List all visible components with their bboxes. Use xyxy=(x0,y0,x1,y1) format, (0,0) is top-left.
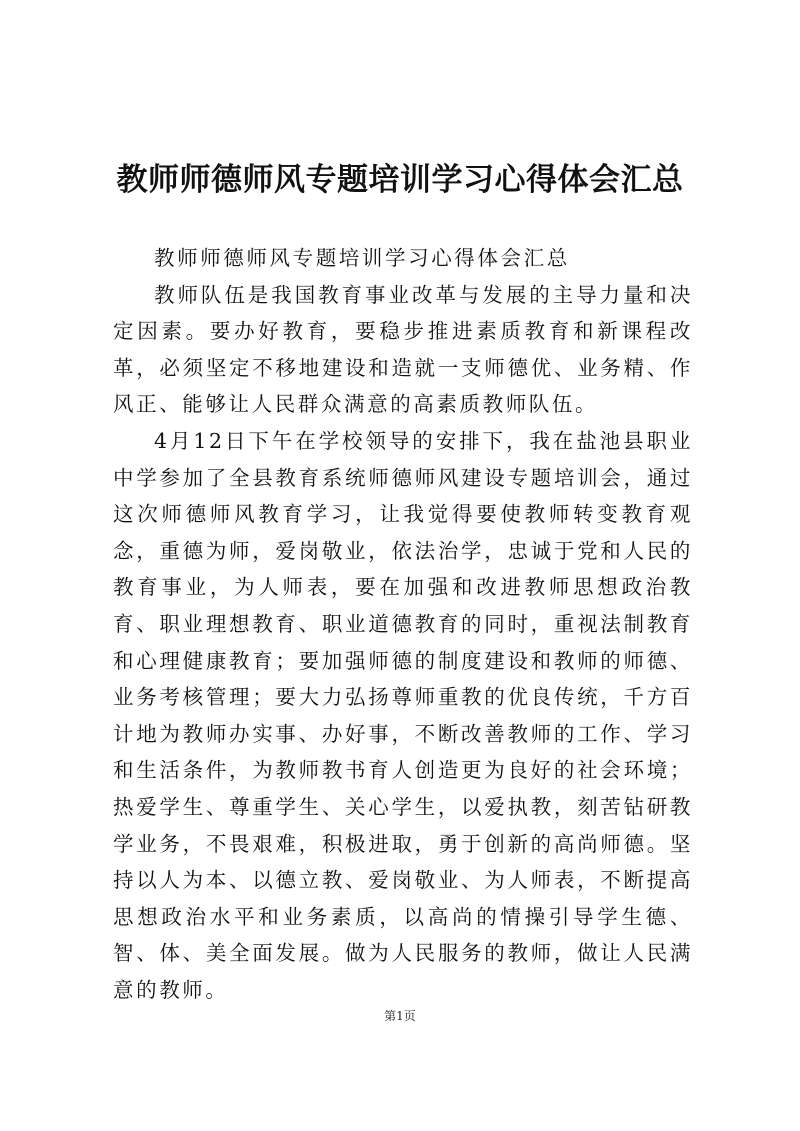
document-title: 教师师德师风专题培训学习心得体会汇总 xyxy=(116,162,684,198)
document-body xyxy=(113,240,693,1008)
body-paragraph: 4月12日下午在学校领导的安排下，我在盐池县职业中学参加了全县教育系统师德师风建设专题培训会，通过这次师德师风教育学习，让我觉得要使教师转变教育观念，重德为师，爱岗敬业，依法治学，忠诚于党和人民的教育事业，为人师表，要在加强和改进教师思想政治教育、职业理想教育、职业道德教育的同时，重视法制教育和心理健康教育；要加强师德的制度建设和教师的师德、业务考核管理；要大力弘扬尊师重教的优良传统，千方百计地为教师办实事、办好事，不断改善教师的工作、学习和生活条件，为教师教书育人创造更为良好的社会环境；热爱学生、尊重学生、关心学生，以爱执教，刻苦钻研教学业务，不畏艰难，积极进取，勇于创新的高尚师德。坚持以人为本、以德立教、爱岗敬业、为人师表，不断提高思想政治水平和业务素质，以高尚的情操引导学生德、智、体、美全面发展。做为人民服务的教师，做让人民满意的教师。 xyxy=(113,428,693,1002)
body-paragraph: 教师队伍是我国教育事业改革与发展的主导力量和决定因素。要办好教育，要稳步推进素质教育和新课程改革，必须坚定不移地建设和造就一支师德优、业务精、作风正、能够让人民群众满意的高素质教师队伍。 xyxy=(113,282,693,417)
subtitle-paragraph: 教师师德师风专题培训学习心得体会汇总 xyxy=(154,246,570,270)
page-number: 第1页 xyxy=(384,1009,416,1023)
